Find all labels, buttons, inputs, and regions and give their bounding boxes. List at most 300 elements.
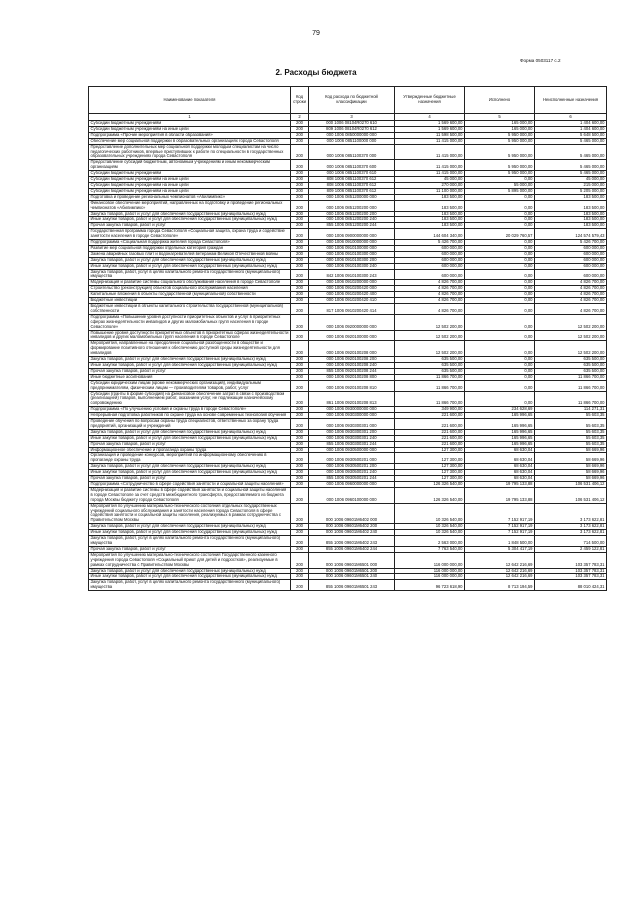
table-row: [89, 304, 607, 315]
row-approved: 4 826 700,00: [395, 304, 465, 315]
row-line-code: 200: [291, 200, 309, 211]
row-approved: 7 763 540,00: [395, 546, 465, 552]
row-line-code: 200: [291, 182, 309, 188]
row-name: Закупка товаров, работ и услуг для обеспечения государственных (муниципальных) нужд: [89, 524, 291, 530]
table-row: [89, 251, 607, 257]
row-executed: 5 950 000,00: [465, 144, 535, 160]
row-classification-code: 809 1006 0851100370 612: [309, 188, 395, 194]
row-line-code: 200: [291, 126, 309, 132]
row-line-code: 200: [291, 470, 309, 476]
table-row: [89, 447, 607, 453]
row-line-code: 200: [291, 171, 309, 177]
table-row: [89, 487, 607, 503]
row-approved: 600 000,00: [395, 245, 465, 251]
row-approved: 11 415 000,00: [395, 160, 465, 171]
row-line-code: 200: [291, 188, 309, 194]
row-line-code: 200: [291, 546, 309, 552]
row-name: Прочая закупка товаров, работ и услуг: [89, 476, 291, 482]
table-row: [89, 286, 607, 292]
row-name: Иные закупки товаров, работ и услуг для обеспечения государственных (муниципальных) нужд: [89, 530, 291, 536]
row-executed: 55 000,00: [465, 182, 535, 188]
row-line-code: 200: [291, 177, 309, 183]
row-executed: 0,00: [465, 380, 535, 391]
row-approved: 144 604 340,00: [395, 229, 465, 240]
row-approved: 126 326 540,00: [395, 487, 465, 503]
row-line-code: 200: [291, 298, 309, 304]
row-line-code: 200: [291, 368, 309, 374]
row-classification-code: 000 1006 0930300301 240: [309, 435, 395, 441]
row-classification-code: 000 1006 0910100300 000: [309, 251, 395, 257]
row-executed: 5 304 417,19: [465, 546, 535, 552]
row-classification-code: 855 1006 0851200200 244: [309, 223, 395, 229]
row-approved: 4 826 700,00: [395, 286, 465, 292]
row-remaining: 12 502 200,00: [535, 341, 607, 357]
row-executed: 0,00: [465, 357, 535, 363]
row-classification-code: 855 1006 0920100208 244: [309, 368, 395, 374]
row-classification-code: 000 1006 0920100000 000: [309, 330, 395, 341]
row-line-code: 200: [291, 503, 309, 524]
column-number: 3: [309, 114, 395, 121]
row-approved: 600 000,00: [395, 263, 465, 269]
row-remaining: 3 173 622,81: [535, 530, 607, 536]
row-name: Подпрограмма «Сотрудничество в сфере содействия занятости и социальной защиты населения»: [89, 482, 291, 488]
row-line-code: 200: [291, 413, 309, 419]
row-classification-code: 000 1006 0910100300 200: [309, 257, 395, 263]
row-line-code: 200: [291, 286, 309, 292]
row-classification-code: 855 1006 09601М6402 244: [309, 546, 395, 552]
row-executed: 12 642 216,69: [465, 574, 535, 580]
row-line-code: 200: [291, 330, 309, 341]
row-line-code: 200: [291, 429, 309, 435]
table-row: [89, 229, 607, 240]
table-row: [89, 482, 607, 488]
row-approved: 10 326 540,00: [395, 530, 465, 536]
row-classification-code: 855 1006 0930500201 244: [309, 476, 395, 482]
row-approved: 11 866 700,00: [395, 380, 465, 391]
row-approved: 11 415 000,00: [395, 144, 465, 160]
row-approved: 11 415 000,00: [395, 171, 465, 177]
row-approved: 10 326 540,00: [395, 524, 465, 530]
table-row: [89, 503, 607, 524]
row-name: Прочая закупка товаров, работ и услуг: [89, 546, 291, 552]
table-row: [89, 357, 607, 363]
column-number: 2: [291, 114, 309, 121]
table-row: [89, 200, 607, 211]
row-approved: 270 000,00: [395, 182, 465, 188]
row-remaining: 106 531 406,12: [535, 482, 607, 488]
row-classification-code: 000 1006 0910200420 000: [309, 286, 395, 292]
row-name: Закупка товаров, работ и услуг для обеспечения государственных (муниципальных) нужд: [89, 568, 291, 574]
row-line-code: 200: [291, 374, 309, 380]
row-remaining: 183 500,00: [535, 217, 607, 223]
page-number: 79: [312, 30, 320, 37]
row-approved: 12 502 200,00: [395, 330, 465, 341]
row-approved: 221 600,00: [395, 413, 465, 419]
row-remaining: 3 173 622,81: [535, 503, 607, 524]
row-executed: 0,00: [465, 251, 535, 257]
row-executed: 0,00: [465, 368, 535, 374]
column-number: 5: [465, 114, 535, 121]
row-name: Иные закупки товаров, работ и услуг для обеспечения государственных (муниципальных) нужд: [89, 435, 291, 441]
table-row: [89, 177, 607, 183]
row-approved: 127 300,00: [395, 470, 465, 476]
table-row: [89, 240, 607, 246]
row-name: Закупка товаров, работ, услуг в целях капитального ремонта государственного (муниципального) имущества: [89, 269, 291, 280]
table-row: [89, 470, 607, 476]
form-code: Форма 0503117 с.2: [520, 58, 561, 63]
row-name: Организация и проведение конкурсов, мероприятий по информационному обеспечению в пропаганде охраны труда: [89, 453, 291, 464]
section-title: 2. Расходы бюджета: [275, 68, 357, 77]
row-remaining: 4 826 700,00: [535, 304, 607, 315]
row-remaining: 55 603,35: [535, 413, 607, 419]
row-remaining: 635 500,00: [535, 357, 607, 363]
row-name: Подпрограмма «По улучшению условий и охраны труда в городе Севастополе»: [89, 407, 291, 413]
row-executed: 0,00: [465, 280, 535, 286]
row-executed: 165 996,65: [465, 419, 535, 430]
row-remaining: 103 357 783,31: [535, 574, 607, 580]
row-approved: 11 415 000,00: [395, 138, 465, 144]
row-name: Субсидии бюджетным учреждениям на иные цели: [89, 182, 291, 188]
row-executed: 5 950 000,00: [465, 132, 535, 138]
row-executed: 20 029 760,57: [465, 229, 535, 240]
row-remaining: 183 500,00: [535, 211, 607, 217]
row-classification-code: 000 1006 09601М6402 000: [309, 503, 395, 524]
row-executed: 0,00: [465, 194, 535, 200]
column-number: 1: [89, 114, 291, 121]
row-name: Подпрограмма «Социальная поддержка жителей города Севастополя»: [89, 240, 291, 246]
row-line-code: 200: [291, 121, 309, 127]
row-executed: 0,00: [465, 374, 535, 380]
row-line-code: 200: [291, 245, 309, 251]
row-remaining: 600 000,00: [535, 245, 607, 251]
row-remaining: 1 404 600,00: [535, 121, 607, 127]
row-approved: 4 826 700,00: [395, 298, 465, 304]
row-approved: 635 500,00: [395, 368, 465, 374]
row-name: Непрерывная подготовка работников по охране труда на основе современных технологий обучения: [89, 413, 291, 419]
table-row: [89, 126, 607, 132]
row-classification-code: 861 1006 0920100208 813: [309, 391, 395, 407]
row-executed: 7 152 917,19: [465, 524, 535, 530]
row-line-code: 200: [291, 292, 309, 298]
row-classification-code: 000 1006 0920100208 200: [309, 357, 395, 363]
row-line-code: 200: [291, 132, 309, 138]
row-executed: 0,00: [465, 245, 535, 251]
row-name: Развитие мер социальной поддержки отдельных категорий граждан: [89, 245, 291, 251]
table-row: [89, 552, 607, 568]
row-executed: 19 795 133,88: [465, 482, 535, 488]
table-row: [89, 341, 607, 357]
table-row: [89, 182, 607, 188]
row-executed: 0,00: [465, 217, 535, 223]
row-executed: 12 642 216,69: [465, 552, 535, 568]
row-remaining: 124 574 579,43: [535, 229, 607, 240]
row-line-code: 200: [291, 447, 309, 453]
table-body: [89, 121, 607, 591]
table-row: [89, 138, 607, 144]
row-classification-code: 000 1006 09601М6402 240: [309, 530, 395, 536]
row-executed: 165 996,65: [465, 435, 535, 441]
row-executed: 0,00: [465, 286, 535, 292]
row-approved: 45 000,00: [395, 177, 465, 183]
table-row: [89, 245, 607, 251]
row-executed: 165 000,00: [465, 121, 535, 127]
column-number-row: [89, 114, 607, 121]
row-remaining: 5 205 000,00: [535, 188, 607, 194]
row-name: Иные закупки товаров, работ и услуг для обеспечения государственных (муниципальных) нужд: [89, 470, 291, 476]
table-row: [89, 453, 607, 464]
row-approved: 116 000 000,00: [395, 574, 465, 580]
row-remaining: 58 669,96: [535, 453, 607, 464]
row-name: Мероприятия по улучшению материально-технического состояния Государственного казенного учреждения города Севастополя «Социальный приют для детей и подростков», реализуемые в рамках сотрудничества с Правительством Москвы: [89, 552, 291, 568]
row-remaining: 55 603,35: [535, 419, 607, 430]
row-line-code: 200: [291, 257, 309, 263]
row-approved: 116 000 000,00: [395, 552, 465, 568]
row-name: Предоставление субсидий бюджетным, автономным учреждениям и иным некоммерческим организациям: [89, 160, 291, 171]
row-approved: 127 300,00: [395, 476, 465, 482]
row-classification-code: 000 1006 0851100370 000: [309, 144, 395, 160]
row-classification-code: 000 1006 0930000000 000: [309, 407, 395, 413]
row-remaining: 183 500,00: [535, 200, 607, 211]
row-line-code: 200: [291, 251, 309, 257]
row-remaining: 1 404 600,00: [535, 126, 607, 132]
row-name: Капитальные вложения в объекты государственной (муниципальной) собственности: [89, 292, 291, 298]
row-name: Мероприятия, направленные на преодоление социальной разобщенности в обществе и формирование позитивного отношения к обеспечению доступной среды жизнедеятельности для инвалидов: [89, 341, 291, 357]
row-name: Модернизация и развитие системы в сфере содействия занятости и социальной защиты населения в городе Севастополе за счет средств межбюджетного трансферта, предоставляемого из бюджета города Москвы бюджету города Севастополя: [89, 487, 291, 503]
row-remaining: 11 866 700,00: [535, 374, 607, 380]
row-remaining: 5 648 500,00: [535, 132, 607, 138]
row-executed: 7 152 917,19: [465, 503, 535, 524]
row-classification-code: 000 1006 0960100000 000: [309, 487, 395, 503]
table-row: [89, 292, 607, 298]
row-approved: 183 500,00: [395, 194, 465, 200]
table-row: [89, 160, 607, 171]
row-line-code: 200: [291, 314, 309, 330]
table-row: [89, 536, 607, 547]
row-executed: 5 950 000,00: [465, 138, 535, 144]
row-name: Субсидии юридическим лицам (кроме некоммерческих организаций), индивидуальным предпринимателям, физическим лицам — производителям товаров, работ, услуг: [89, 380, 291, 391]
row-remaining: 103 357 783,31: [535, 552, 607, 568]
row-line-code: 200: [291, 580, 309, 591]
table-row: [89, 188, 607, 194]
row-line-code: 200: [291, 138, 309, 144]
row-approved: 2 563 000,00: [395, 536, 465, 547]
row-line-code: 200: [291, 407, 309, 413]
row-classification-code: 000 1006 0930500201 200: [309, 464, 395, 470]
row-approved: 1 569 600,00: [395, 126, 465, 132]
row-executed: 0,00: [465, 240, 535, 246]
table-row: [89, 263, 607, 269]
row-name: Субсидии бюджетным учреждениям: [89, 171, 291, 177]
row-line-code: 200: [291, 217, 309, 223]
row-remaining: 183 500,00: [535, 223, 607, 229]
row-name: Подпрограмма «Повышение уровня доступности приоритетных объектов и услуг в приоритетных сферах жизнедеятельности инвалидов и других маломобильных групп населения в городе Севастополе»: [89, 314, 291, 330]
header-indicator-name: Наименование показателя: [89, 87, 291, 114]
row-classification-code: 842 1006 0910100300 243: [309, 269, 395, 280]
row-line-code: 200: [291, 524, 309, 530]
row-remaining: 88 010 424,31: [535, 580, 607, 591]
row-name: Бюджетные инвестиции в объекты капитального строительства государственной (муниципальной) собственности: [89, 304, 291, 315]
row-classification-code: 855 1006 0930300301 244: [309, 441, 395, 447]
row-remaining: 106 531 406,12: [535, 487, 607, 503]
row-name: Проведение обучения по вопросам охраны труда специалистов, ответственных за охрану труда предприятий, организаций и учреждений: [89, 419, 291, 430]
row-line-code: 200: [291, 211, 309, 217]
row-name: Прочая закупка товаров, работ и услуг: [89, 368, 291, 374]
row-executed: 0,00: [465, 223, 535, 229]
row-approved: 126 326 540,00: [395, 482, 465, 488]
row-line-code: 200: [291, 357, 309, 363]
row-classification-code: 855 1006 09601М6501 243: [309, 580, 395, 591]
row-name: Закупка товаров, работ и услуг для обеспечения государственных (муниципальных) нужд: [89, 257, 291, 263]
table-row: [89, 330, 607, 341]
row-classification-code: 000 1006 0910200420 410: [309, 298, 395, 304]
row-line-code: 200: [291, 453, 309, 464]
column-number: 4: [395, 114, 465, 121]
table-row: [89, 194, 607, 200]
row-classification-code: 000 1006 0900000000 000: [309, 229, 395, 240]
table-row: [89, 464, 607, 470]
row-remaining: 600 000,00: [535, 257, 607, 263]
table-row: [89, 407, 607, 413]
row-name: Субсидии бюджетным учреждениям на иные цели: [89, 177, 291, 183]
row-remaining: 600 000,00: [535, 263, 607, 269]
row-remaining: 45 000,00: [535, 177, 607, 183]
row-remaining: 58 669,96: [535, 447, 607, 453]
row-approved: 127 300,00: [395, 464, 465, 470]
table-row: [89, 211, 607, 217]
row-name: Государственная программа города Севастополя «Социальная защита, охрана труда и содействие занятости населения в городе Севастополе»: [89, 229, 291, 240]
row-classification-code: 000 1006 0851200000 000: [309, 194, 395, 200]
row-remaining: 4 826 700,00: [535, 280, 607, 286]
row-name: Модернизация и развитие системы социального обслуживания населения в городе Севастополе: [89, 280, 291, 286]
row-approved: 1 569 600,00: [395, 121, 465, 127]
row-remaining: 5 465 000,00: [535, 171, 607, 177]
row-line-code: 200: [291, 380, 309, 391]
row-line-code: 200: [291, 240, 309, 246]
row-classification-code: 000 1006 0920100208 240: [309, 362, 395, 368]
row-line-code: 200: [291, 229, 309, 240]
row-remaining: 635 500,00: [535, 362, 607, 368]
row-approved: 600 000,00: [395, 251, 465, 257]
row-classification-code: 000 1006 0930500201 000: [309, 453, 395, 464]
row-approved: 635 500,00: [395, 357, 465, 363]
row-classification-code: 000 1006 0851200200 200: [309, 211, 395, 217]
row-executed: 19 795 133,88: [465, 487, 535, 503]
row-name: Субсидии бюджетным учреждениям: [89, 121, 291, 127]
row-executed: 165 000,00: [465, 126, 535, 132]
row-executed: 0,00: [465, 330, 535, 341]
row-line-code: 200: [291, 280, 309, 286]
row-approved: 4 826 700,00: [395, 292, 465, 298]
row-executed: 0,00: [465, 269, 535, 280]
row-approved: 11 866 700,00: [395, 391, 465, 407]
row-executed: 0,00: [465, 298, 535, 304]
row-name: Иные закупки товаров, работ и услуг для обеспечения государственных (муниципальных) нужд: [89, 574, 291, 580]
row-name: Подпрограмма «Прочие мероприятия в области образования»: [89, 132, 291, 138]
row-name: Прочая закупка товаров, работ и услуг: [89, 441, 291, 447]
row-remaining: 12 502 200,00: [535, 330, 607, 341]
row-approved: 5 426 700,00: [395, 240, 465, 246]
row-remaining: 11 866 700,00: [535, 380, 607, 391]
row-approved: 11 598 500,00: [395, 132, 465, 138]
row-approved: 600 000,00: [395, 257, 465, 263]
row-classification-code: 000 1006 0920100208 800: [309, 374, 395, 380]
row-classification-code: 000 1006 09601М6501 000: [309, 552, 395, 568]
row-executed: 0,00: [465, 177, 535, 183]
row-line-code: 200: [291, 568, 309, 574]
row-remaining: 5 465 000,00: [535, 144, 607, 160]
row-remaining: 58 669,96: [535, 464, 607, 470]
row-name: Финансовое обеспечение мероприятий, направленных на подготовку и проведение региональных чемпионатов «Абилимпикс»: [89, 200, 291, 211]
row-executed: 5 950 000,00: [465, 171, 535, 177]
row-executed: 0,00: [465, 292, 535, 298]
row-classification-code: 000 1006 09601М6501 240: [309, 574, 395, 580]
table-row: [89, 419, 607, 430]
row-approved: 221 600,00: [395, 419, 465, 430]
row-approved: 183 500,00: [395, 211, 465, 217]
table-row: [89, 269, 607, 280]
row-executed: 1 848 500,00: [465, 536, 535, 547]
row-remaining: 114 271,31: [535, 407, 607, 413]
row-remaining: 55 603,35: [535, 435, 607, 441]
row-executed: 5 950 000,00: [465, 160, 535, 171]
row-classification-code: 855 1006 09601М6402 243: [309, 536, 395, 547]
column-number: 6: [535, 114, 607, 121]
row-line-code: 200: [291, 362, 309, 368]
row-name: Бюджетные инвестиции: [89, 298, 291, 304]
row-remaining: 5 465 000,00: [535, 138, 607, 144]
table-row: [89, 435, 607, 441]
row-remaining: 635 500,00: [535, 368, 607, 374]
table-row: [89, 144, 607, 160]
row-name: Закупка товаров, работ, услуг в целях капитального ремонта государственного (муниципального) имущества: [89, 536, 291, 547]
row-classification-code: 808 1006 0851100370 612: [309, 177, 395, 183]
row-remaining: 600 000,00: [535, 251, 607, 257]
row-executed: 68 630,04: [465, 476, 535, 482]
row-approved: 11 866 700,00: [395, 374, 465, 380]
row-remaining: 183 500,00: [535, 194, 607, 200]
row-remaining: 4 826 700,00: [535, 286, 607, 292]
row-name: Иные закупки товаров, работ и услуг для обеспечения государственных (муниципальных) нужд: [89, 362, 291, 368]
row-name: Закупка товаров, работ, услуг в целях капитального ремонта государственного (муниципального) имущества: [89, 580, 291, 591]
table-row: [89, 380, 607, 391]
table-row: [89, 524, 607, 530]
row-approved: 4 826 700,00: [395, 280, 465, 286]
row-remaining: 714 500,00: [535, 536, 607, 547]
row-approved: 11 100 000,00: [395, 188, 465, 194]
row-classification-code: 808 1006 0851100370 612: [309, 182, 395, 188]
row-classification-code: 000 1006 0851200200 000: [309, 200, 395, 211]
row-name: Подготовка и проведение региональных чемпионатов «Абилимпикс»: [89, 194, 291, 200]
row-remaining: 215 000,00: [535, 182, 607, 188]
row-classification-code: 000 1006 0910100300 240: [309, 263, 395, 269]
row-approved: 221 600,00: [395, 441, 465, 447]
row-name: Иные закупки товаров, работ и услуг для обеспечения государственных (муниципальных) нужд: [89, 217, 291, 223]
row-name: Строительство (реконструкция) объектов социального обслуживания населения: [89, 286, 291, 292]
row-executed: 234 628,69: [465, 407, 535, 413]
row-remaining: 103 357 783,31: [535, 568, 607, 574]
row-approved: 12 502 200,00: [395, 341, 465, 357]
row-approved: 183 500,00: [395, 200, 465, 211]
header-approved: Утвержденные бюджетные назначения: [395, 87, 465, 114]
row-approved: 221 600,00: [395, 429, 465, 435]
budget-expenses-table: [88, 86, 607, 591]
row-approved: 12 502 200,00: [395, 314, 465, 330]
row-name: Иные закупки товаров, работ и услуг для обеспечения государственных (муниципальных) нужд: [89, 263, 291, 269]
table-row: [89, 574, 607, 580]
row-classification-code: 000 1006 0930500000 000: [309, 447, 395, 453]
row-classification-code: 817 1006 0910200420 414: [309, 304, 395, 315]
row-executed: 0,00: [465, 263, 535, 269]
